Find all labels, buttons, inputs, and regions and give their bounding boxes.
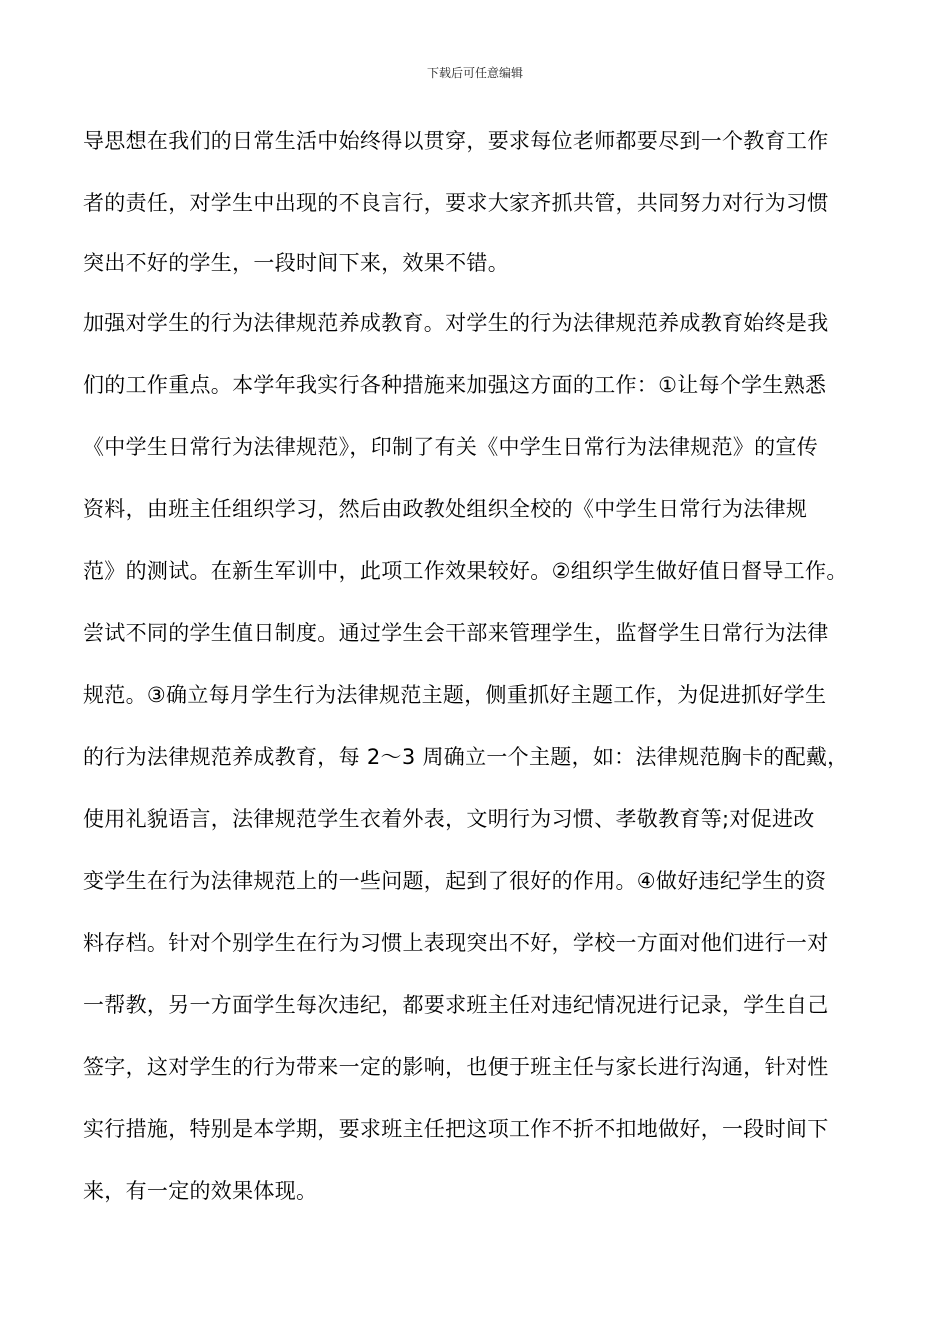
text-line: 规范。③确立每月学生行为法律规范主题，侧重抓好主题工作，为促进抓好学生 — [83, 683, 827, 707]
text-line: 加强对学生的行为法律规范养成教育。对学生的行为法律规范养成教育始终是我 — [83, 311, 829, 335]
text-line: 《中学生日常行为法律规范》，印制了有关《中学生日常行为法律规范》的宣传 — [83, 435, 818, 459]
page-header: 下载后可任意编辑 — [426, 66, 523, 80]
text-line: 范》的测试。在新生军训中，此项工作效果较好。②组织学生做好值日督导工作。 — [83, 559, 848, 583]
text-line: 尝试不同的学生值日制度。通过学生会干部来管理学生，监督学生日常行为法律 — [83, 621, 829, 645]
text-line: 变学生在行为法律规范上的一些问题，起到了很好的作用。④做好违纪学生的资 — [83, 869, 827, 893]
text-line: 签字，这对学生的行为带来一定的影响，也便于班主任与家长进行沟通，针对性 — [83, 1055, 829, 1079]
text-line: 一帮教，另一方面学生每次违纪，都要求班主任对违纪情况进行记录，学生自己 — [83, 993, 829, 1017]
text-line: 的行为法律规范养成教育，每 2～3 周确立一个主题，如：法律规范胸卡的配戴， — [83, 745, 849, 769]
text-line: 料存档。针对个别学生在行为习惯上表现突出不好，学校一方面对他们进行一对 — [83, 931, 829, 955]
text-line: 导思想在我们的日常生活中始终得以贯穿，要求每位老师都要尽到一个教育工作 — [83, 129, 829, 153]
text-line: 使用礼貌语言，法律规范学生衣着外表，文明行为习惯、孝敬教育等;对促进改 — [83, 807, 815, 831]
text-line: 资料，由班主任组织学习，然后由政教处组织全校的《中学生日常行为法律规 — [83, 497, 808, 521]
text-line: 者的责任，对学生中出现的不良言行，要求大家齐抓共管，共同努力对行为习惯 — [83, 191, 829, 215]
text-line: 突出不好的学生，一段时间下来，效果不错。 — [83, 251, 509, 275]
text-line: 实行措施，特别是本学期，要求班主任把这项工作不折不扣地做好，一段时间下 — [83, 1117, 829, 1141]
document-body — [83, 110, 883, 1222]
text-line: 来，有一定的效果体现。 — [83, 1179, 318, 1203]
text-line: 们的工作重点。本学年我实行各种措施来加强这方面的工作：①让每个学生熟悉 — [83, 373, 827, 397]
